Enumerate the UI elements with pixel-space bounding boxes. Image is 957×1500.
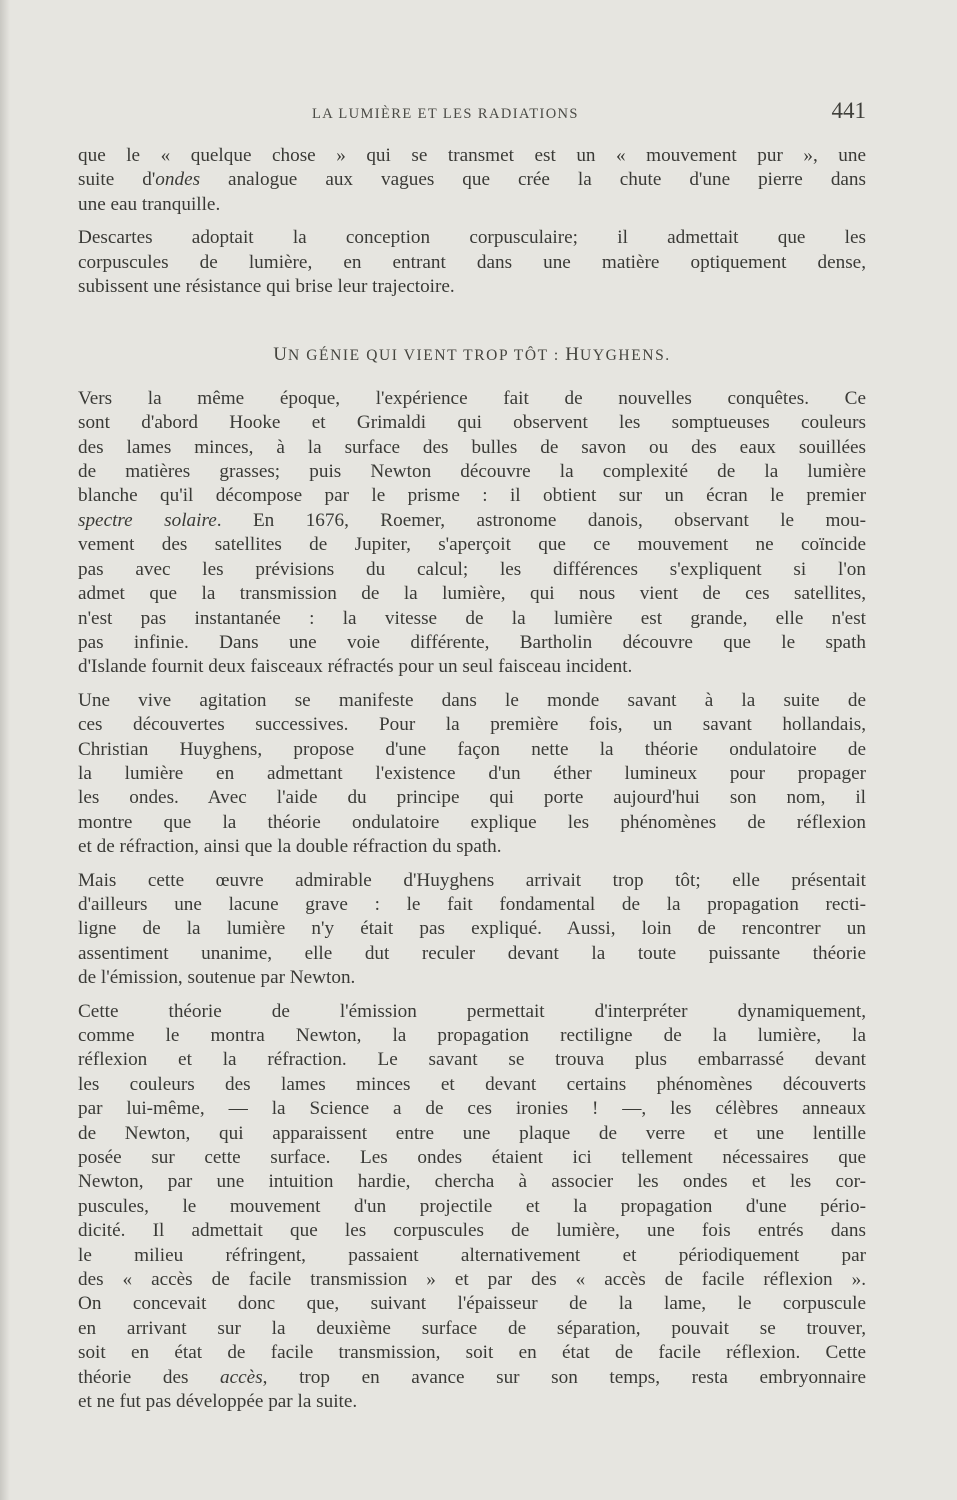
running-head: [78, 98, 866, 132]
text-line: les couleurs des lames minces et devant certains phénomènes découverts: [78, 1073, 866, 1095]
text-line: Cette théorie de l'émission permettait d'interpréter dynamiquement,: [78, 1000, 866, 1022]
text-line: d'Islande fournit deux faisceaux réfractés pour un seul faisceau incident.: [78, 656, 633, 678]
text-line: Mais cette œuvre admirable d'Huyghens arrivait trop tôt; elle présentait: [78, 869, 866, 891]
heading-initial-h: H: [565, 344, 581, 366]
text-line: Christian Huyghens, propose d'une façon nette la théorie ondulatoire de: [78, 738, 866, 760]
text-line: subissent une résistance qui brise leur trajectoire.: [78, 276, 455, 298]
paragraph-1: [78, 144, 866, 217]
running-title: LA LUMIÈRE ET LES RADIATIONS: [312, 106, 579, 122]
text-line: le milieu réfringent, passaient alternativement et périodiquement par: [78, 1244, 866, 1266]
text-line: Newton, par une intuition hardie, chercha à associer les ondes et les cor-: [78, 1171, 866, 1193]
text-line: la lumière en admettant l'existence d'un éther lumineux pour propager: [78, 762, 866, 784]
italic-run: spectre solaire: [78, 509, 217, 531]
text-line: n'est pas instantanée : la vitesse de la lumière est grande, elle n'est: [78, 607, 866, 629]
text-line: et ne fut pas développée par la suite.: [78, 1391, 358, 1413]
text-line: [78, 1366, 866, 1390]
text-line: dicité. Il admettait que les corpuscules de lumière, une fois entrés dans: [78, 1220, 866, 1242]
text-run: théorie des: [78, 1366, 221, 1388]
paragraph-2: [78, 226, 866, 299]
text-line: [78, 168, 866, 192]
body-text: [78, 144, 866, 1424]
text-line: On concevait donc que, suivant l'épaisseur de la lame, le corpuscule: [78, 1293, 866, 1315]
paragraph-4: [78, 689, 866, 860]
text-line: pas avec les prévisions du calcul; les différences s'expliquent si l'on: [78, 558, 866, 580]
text-line: pas infinie. Dans une voie différente, Bartholin découvre que le spath: [78, 631, 866, 653]
text-line: [78, 509, 866, 533]
text-line: en arrivant sur la deuxième surface de séparation, pouvait se trouver,: [78, 1317, 866, 1339]
text-line: des lames minces, à la surface des bulles de savon ou des eaux souillées: [78, 436, 866, 458]
text-line: une eau tranquille.: [78, 193, 221, 215]
text-line: posée sur cette surface. Les ondes étaient ici tellement nécessaires que: [78, 1147, 866, 1169]
heading-initial-u: U: [273, 344, 288, 366]
paragraph-6: [78, 1000, 866, 1415]
text-run: . En 1676, Roemer, astronome danois, observant le mou-: [216, 509, 866, 531]
text-run: suite d': [78, 169, 156, 191]
text-line: montre que la théorie ondulatoire explique les phénomènes de réflexion: [78, 811, 866, 833]
text-run: , trop en avance sur son temps, resta embryonnaire: [262, 1366, 866, 1388]
text-line: les ondes. Avec l'aide du principe qui porte aujourd'hui son nom, il: [78, 787, 866, 809]
text-line: blanche qu'il décompose par le prisme : il obtient sur un écran le premier: [78, 485, 866, 507]
text-line: vement des satellites de Jupiter, s'aperçoit que ce mouvement ne coïncide: [78, 534, 866, 556]
text-line: admet que la transmission de la lumière, qui nous vient de ces satellites,: [78, 583, 866, 605]
italic-run: ondes: [155, 169, 201, 191]
italic-run: accès: [220, 1366, 263, 1388]
section-heading: [78, 343, 866, 368]
paragraph-3: [78, 387, 866, 680]
heading-part-1: N GÉNIE QUI VIENT TROP TÔT :: [287, 347, 566, 365]
text-line: de Newton, qui apparaissent entre une plaque de verre et une lentille: [78, 1122, 866, 1144]
text-line: assentiment unanime, elle dut reculer devant la toute puissante théorie: [78, 942, 866, 964]
text-line: sont d'abord Hooke et Grimaldi qui observent les somptueuses couleurs: [78, 412, 866, 434]
text-line: que le « quelque chose » qui se transmet est un « mouvement pur », une: [78, 145, 866, 166]
text-line: ligne de la lumière n'y était pas expliqué. Aussi, loin de rencontrer un: [78, 918, 866, 940]
text-line: corpuscules de lumière, en entrant dans une matière optiquement dense,: [78, 251, 866, 273]
text-line: Descartes adoptait la conception corpusculaire; il admettait que les: [78, 227, 866, 249]
paragraph-5: [78, 869, 866, 991]
text-line: de matières grasses; puis Newton découvre la complexité de la lumière: [78, 461, 866, 483]
text-line: par lui-même, — la Science a de ces ironies ! —, les célèbres anneaux: [78, 1098, 866, 1120]
text-line: des « accès de facile transmission » et par des « accès de facile réflexion ».: [78, 1269, 866, 1291]
page-number: 441: [831, 98, 866, 123]
text-line: comme le montra Newton, la propagation rectiligne de la lumière, la: [78, 1025, 866, 1046]
text-line: puscules, le mouvement d'un projectile et la propagation d'une pério-: [78, 1195, 866, 1217]
text-line: soit en état de facile transmission, soit en état de facile réflexion. Cette: [78, 1342, 866, 1364]
text-run: analogue aux vagues que crée la chute d'une pierre dans: [200, 169, 866, 191]
text-line: Une vive agitation se manifeste dans le monde savant à la suite de: [78, 689, 866, 711]
text-line: Vers la même époque, l'expérience fait de nouvelles conquêtes. Ce: [78, 387, 866, 409]
text-line: ces découvertes successives. Pour la première fois, un savant hollandais,: [78, 714, 866, 736]
heading-part-2: UYGHENS.: [580, 347, 671, 365]
text-line: réflexion et la réfraction. Le savant se trouva plus embarrassé devant: [78, 1049, 866, 1071]
text-line: de l'émission, soutenue par Newton.: [78, 967, 356, 989]
text-line: d'ailleurs une lacune grave : le fait fondamental de la propagation recti-: [78, 893, 866, 915]
text-line: et de réfraction, ainsi que la double réfraction du spath.: [78, 836, 502, 858]
